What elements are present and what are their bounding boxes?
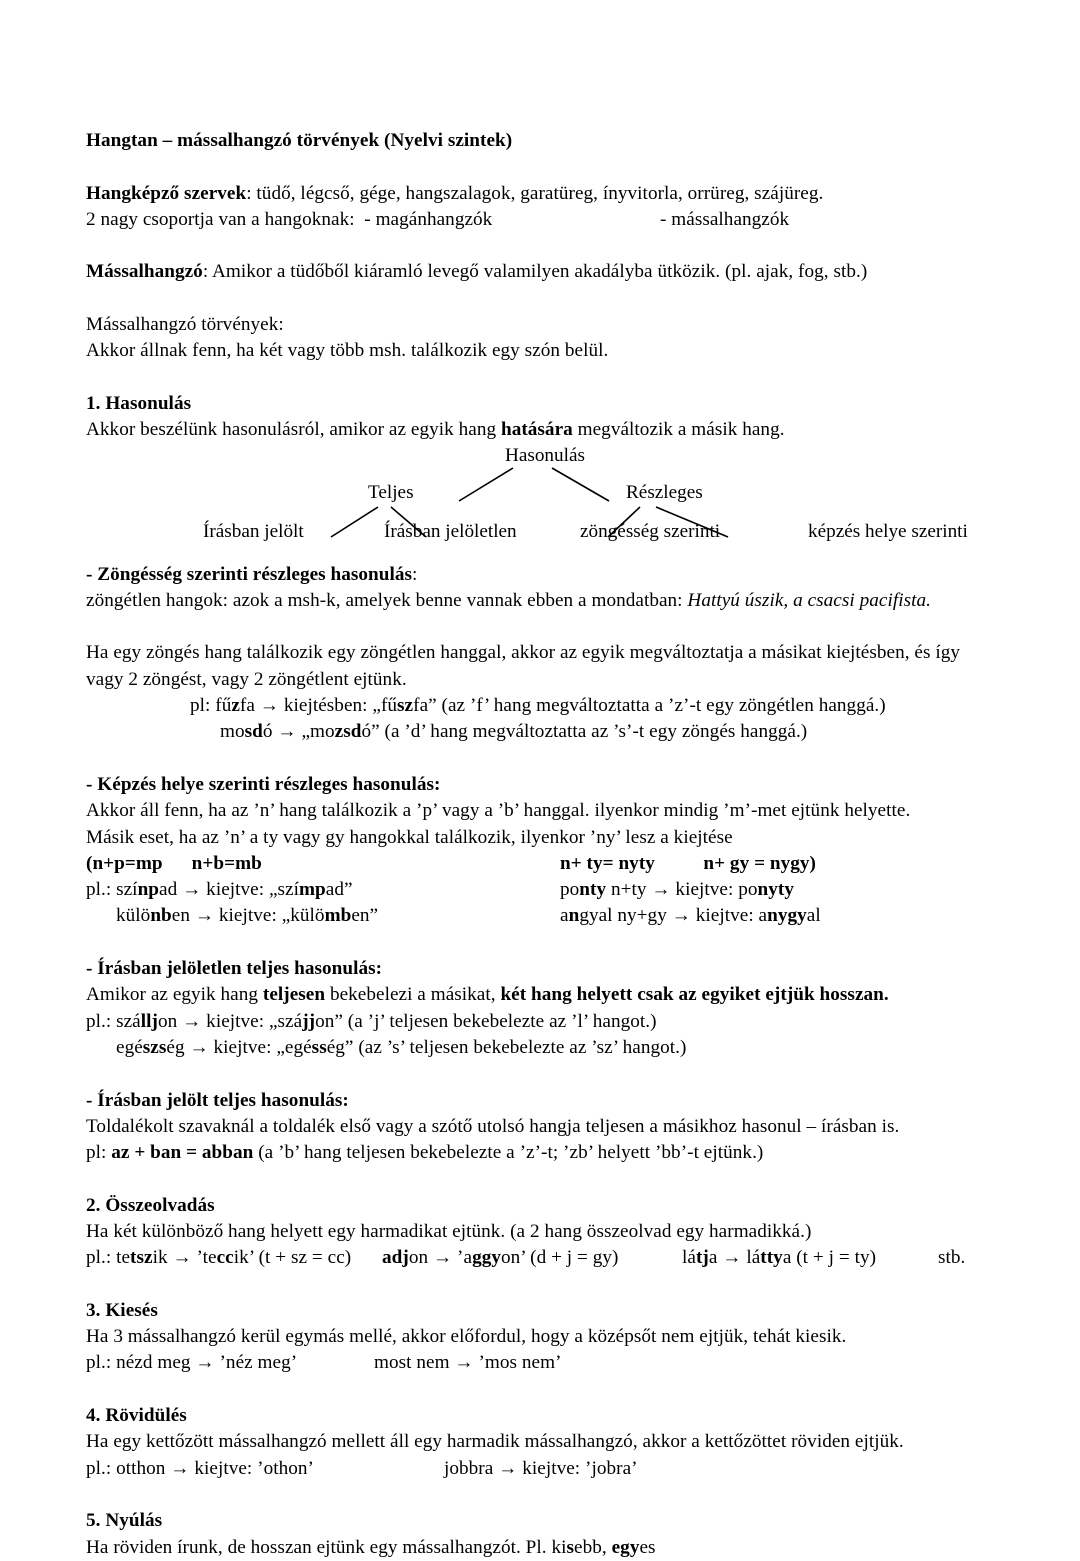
laws-heading: Mássalhangzó törvények: — [86, 314, 284, 336]
spacer — [86, 233, 994, 259]
tree-leaf-zongesseg: zöngésség szerinti — [580, 520, 721, 542]
section-1-intro-a: Akkor beszélünk hasonulásról, amikor az egyik hang — [86, 419, 501, 441]
unmarked-ex1-b2: jj — [302, 1010, 316, 1032]
tree-node-reszleges: Részleges — [626, 481, 703, 503]
place-ex2r-pre: a — [560, 905, 569, 927]
section-4-examples — [86, 1456, 994, 1482]
s2-ex2-post: on’ (d + j = gy) — [501, 1247, 619, 1269]
section-4-ex-right: jobbra → kiejtve: ’jobra’ — [444, 1457, 638, 1479]
section-1-heading: 1. Hasonulás — [86, 392, 192, 414]
s5-post: es — [639, 1536, 656, 1558]
s5-b2: egy — [611, 1536, 640, 1558]
voicing-line-1 — [86, 588, 994, 614]
section-2-ex-2 — [382, 1245, 618, 1271]
place-formula-line — [86, 851, 994, 877]
consonant-label: Mássalhangzó — [86, 261, 203, 283]
place-ex2-b2: mb — [324, 905, 352, 927]
voicing-heading — [86, 562, 994, 588]
place-ex1-post: ad” — [325, 879, 353, 901]
place-formula-left: (n+p=mp n+b=mb — [86, 852, 262, 874]
spacer — [86, 614, 994, 640]
speech-organs-label: Hangképző szervek — [86, 182, 247, 204]
unmarked-ex2-b2: ss — [311, 1036, 327, 1058]
place-line-2: Másik eset, ha az ’n’ a ty vagy gy hangokkal találkozik, ilyenkor ’ny’ lesz a kiejtése — [86, 826, 733, 848]
assimilation-tree — [86, 444, 994, 562]
place-ex2r-b1: n — [568, 905, 580, 927]
s2-ex3-post: a (t + j = ty) — [782, 1247, 877, 1269]
section-4-ex-left: pl.: otthon → kiejtve: ’othon’ — [86, 1457, 314, 1479]
voicing-example-1 — [86, 693, 994, 719]
s2-ex2-pre: a — [382, 1247, 392, 1269]
voicing-ex2-b1: sd — [244, 721, 263, 743]
unmarked-line-1-b: bekebelezi a másikat, — [325, 984, 501, 1006]
s5-b1: s — [566, 1536, 575, 1558]
place-ex2r-post: al — [806, 905, 821, 927]
section-3-heading: 3. Kiesés — [86, 1299, 158, 1321]
place-ex2-pre: külö — [116, 905, 151, 927]
marked-ex-pre: pl: — [86, 1142, 112, 1164]
place-line-1: Akkor áll fenn, ha az ’n’ hang találkozik a ’p’ vagy a ’b’ hanggal. ilyenkor mindig ’m’-met ejtünk helyette. — [86, 800, 911, 822]
unmarked-ex2-pre: egé — [116, 1036, 143, 1058]
sound-groups-line — [86, 207, 994, 233]
section-4-heading: 4. Rövidülés — [86, 1405, 187, 1427]
tree-node-teljes: Teljes — [368, 481, 414, 503]
spacer — [86, 1377, 994, 1403]
unmarked-example-2 — [86, 1035, 994, 1061]
spacer — [86, 930, 994, 956]
s2-ex3-b2: tty — [760, 1247, 783, 1269]
unmarked-bold-1: teljesen — [262, 984, 326, 1006]
place-ex1-pre: pl.: szí — [86, 879, 138, 901]
place-ex1-left — [86, 879, 353, 900]
place-ex2-b1: nb — [150, 905, 172, 927]
laws-description: Akkor állnak fenn, ha két vagy több msh. találkozik egy szón belül. — [86, 340, 609, 362]
document-body — [86, 128, 994, 1561]
s5-mid: ebb, — [574, 1536, 612, 1558]
unmarked-ex2-mid: ég → kiejtve: „egé — [166, 1036, 312, 1058]
s2-ex3-pre: lá — [682, 1247, 696, 1269]
section-2-heading: 2. Összeolvadás — [86, 1194, 215, 1216]
section-2-ex-1 — [86, 1247, 351, 1268]
unmarked-bold-2: két hang helyett csak az egyiket ejtjük hosszan. — [500, 984, 889, 1006]
voicing-ex1-mid: fa → kiejtésben: „fű — [239, 695, 398, 717]
place-ex1-right — [560, 877, 794, 903]
place-ex2-left — [86, 905, 378, 926]
unmarked-ex1-pre: pl.: szá — [86, 1010, 141, 1032]
unmarked-heading: - Írásban jelöletlen teljes hasonulás: — [86, 958, 383, 980]
s2-ex1-b1: tsz — [130, 1247, 153, 1269]
voicing-ex2-mid: ó → „mo — [262, 721, 335, 743]
sound-groups-right: - mássalhangzók — [660, 208, 790, 230]
unmarked-line-1 — [86, 982, 994, 1008]
voicing-ex2-pre: mo — [220, 721, 245, 743]
section-2-ex-3 — [682, 1245, 876, 1271]
section-5-line-1 — [86, 1535, 994, 1561]
section-2-ex-4: stb. — [938, 1247, 966, 1269]
marked-example — [86, 1140, 994, 1166]
voicing-ex1-post: fa” (az ’f’ hang megváltoztatta a ’z’-t egy zöngétlen hanggá.) — [413, 695, 886, 717]
tree-leaf-irasban-jelolt: Írásban jelölt — [203, 520, 304, 542]
tree-leaf-kepzes-helye: képzés helye szerinti — [808, 520, 968, 542]
place-heading: - Képzés helye szerinti részleges hasonulás: — [86, 773, 441, 795]
s2-ex1-mid2: ik’ (t + sz = cc) — [233, 1247, 352, 1269]
sound-groups-left: 2 nagy csoportja van a hangoknak: - magánhangzók — [86, 208, 493, 230]
unmarked-ex1-post: on” (a ’j’ teljesen bekebelezte az ’l’ hangot.) — [315, 1010, 657, 1032]
voicing-heading-colon: : — [412, 563, 418, 585]
place-ex2-post: en” — [351, 905, 379, 927]
place-ex1r-pre: po — [560, 879, 580, 901]
marked-heading: - Írásban jelölt teljes hasonulás: — [86, 1089, 349, 1111]
section-3-line-1: Ha 3 mássalhangzó kerül egymás mellé, akkor előfordul, hogy a középsőt nem ejtjük, tehát kiesik. — [86, 1326, 847, 1348]
unmarked-ex1-b1: llj — [140, 1010, 158, 1032]
spacer — [86, 154, 994, 180]
s2-ex2-mid: on → ’a — [408, 1247, 473, 1269]
spacer — [86, 1482, 994, 1508]
s2-ex3-b1: tj — [695, 1247, 709, 1269]
marked-ex-post: (a ’b’ hang teljesen bekebelezte a ’z’-t; ’zb’ helyett ’bb’-t ejtünk.) — [253, 1142, 764, 1164]
place-ex1-mid: ad → kiejtve: „szí — [159, 879, 299, 901]
place-formula-right: n+ ty= nyty n+ gy = nygy) — [560, 852, 816, 874]
s2-ex2-b2: ggy — [472, 1247, 501, 1269]
place-ex1r-b2: nyty — [757, 879, 794, 901]
voicing-example-sentence: Hattyú úszik, a csacsi pacifista. — [687, 589, 932, 611]
marked-line-1: Toldalékolt szavaknál a toldalék első vagy a szótő utolsó hangja teljesen a másikhoz hasonul – írásban is. — [86, 1115, 900, 1137]
voicing-line-3: vagy 2 zöngést, vagy 2 zöngétlent ejtünk. — [86, 668, 407, 690]
place-ex1-b1: np — [137, 879, 160, 901]
spacer — [86, 286, 994, 312]
voicing-ex1-b1: z — [231, 695, 240, 717]
voicing-line-1-a: zöngétlen hangok: azok a msh-k, amelyek benne vannak ebben a mondatban: — [86, 589, 688, 611]
document-title: Hangtan – mássalhangzó törvények (Nyelvi szintek) — [86, 130, 513, 151]
s2-ex3-mid: a → lá — [708, 1247, 761, 1269]
section-3-ex-right: most nem → ’mos nem’ — [374, 1352, 562, 1374]
spacer — [86, 365, 994, 391]
place-ex1r-b1: nty — [579, 879, 607, 901]
place-ex1r-mid: n+ty → kiejtve: po — [606, 879, 758, 901]
voicing-example-2 — [86, 719, 994, 745]
unmarked-ex2-post: ég” (az ’s’ teljesen bekebelezte az ’sz’ hangot.) — [326, 1036, 687, 1058]
s2-ex1-b2: cc — [216, 1247, 234, 1269]
voicing-ex2-post: ó” (a ’d’ hang megváltoztatta az ’s’-t egy zöngés hanggá.) — [361, 721, 808, 743]
voicing-line-2: Ha egy zöngés hang találkozik egy zöngétlen hanggal, akkor az egyik megváltoztatja a másikat kiejtésben, és így — [86, 642, 961, 664]
section-1-intro-bold: hatására — [500, 419, 573, 441]
place-ex2-mid: en → kiejtve: „külö — [171, 905, 325, 927]
section-2-line-1: Ha két különböző hang helyett egy harmadikat ejtünk. (a 2 hang összeolvad egy harmadikká.) — [86, 1220, 812, 1242]
unmarked-ex1-mid: on → kiejtve: „szá — [157, 1010, 303, 1032]
consonant-definition — [86, 259, 994, 285]
unmarked-line-1-a: Amikor az egyik hang — [86, 984, 263, 1006]
unmarked-ex2-b1: szs — [142, 1036, 167, 1058]
place-example-2 — [86, 903, 994, 929]
consonant-text: : Amikor a tüdőből kiáramló levegő valamilyen akadályba ütközik. (pl. ajak, fog, stb.) — [202, 261, 868, 283]
speech-organs-list: : tüdő, légcső, gége, hangszalagok, garatüreg, ínyvitorla, orrüreg, szájüreg. — [246, 182, 824, 204]
marked-ex-bold: az + ban = abban — [111, 1142, 254, 1164]
section-1-intro-b: megváltozik a másik hang. — [572, 419, 785, 441]
s2-ex1-pre: pl.: te — [86, 1247, 131, 1269]
place-ex2r-b2: nygy — [767, 905, 807, 927]
voicing-ex1-pre: pl: fű — [190, 695, 232, 717]
place-example-1 — [86, 877, 994, 903]
voicing-heading-text: Zöngésség szerinti részleges hasonulás — [97, 563, 413, 585]
place-ex2-right — [560, 903, 821, 929]
voicing-ex1-b2: sz — [397, 695, 414, 717]
unmarked-example-1 — [86, 1009, 994, 1035]
spacer — [86, 1061, 994, 1087]
section-1-intro — [86, 417, 994, 443]
section-3-ex-left: pl.: nézd meg → ’néz meg’ — [86, 1352, 298, 1374]
tree-node-root: Hasonulás — [505, 444, 585, 466]
spacer — [86, 746, 994, 772]
spacer — [86, 1166, 994, 1192]
section-3-examples — [86, 1350, 994, 1376]
section-2-examples — [86, 1245, 994, 1271]
section-5-heading: 5. Nyúlás — [86, 1510, 163, 1532]
s5-pre: Ha röviden írunk, de hosszan ejtünk egy mássalhangzót. Pl. ki — [86, 1536, 567, 1558]
s2-ex1-mid1: ik → ’te — [152, 1247, 217, 1269]
section-4-line-1: Ha egy kettőzött mássalhangzó mellett áll egy harmadik mássalhangzó, akkor a kettőzöttet röviden ejtjük. — [86, 1431, 904, 1453]
spacer — [86, 1272, 994, 1298]
voicing-ex2-b2: zsd — [334, 721, 362, 743]
s2-ex2-b1: dj — [391, 1247, 409, 1269]
tree-leaf-irasban-jeloletlen: Írásban jelöletlen — [384, 520, 517, 542]
voicing-heading-dash: - — [86, 563, 98, 585]
place-ex1-b2: mp — [299, 879, 326, 901]
speech-organs-line — [86, 181, 994, 207]
place-ex2r-mid: gyal ny+gy → kiejtve: a — [579, 905, 768, 927]
